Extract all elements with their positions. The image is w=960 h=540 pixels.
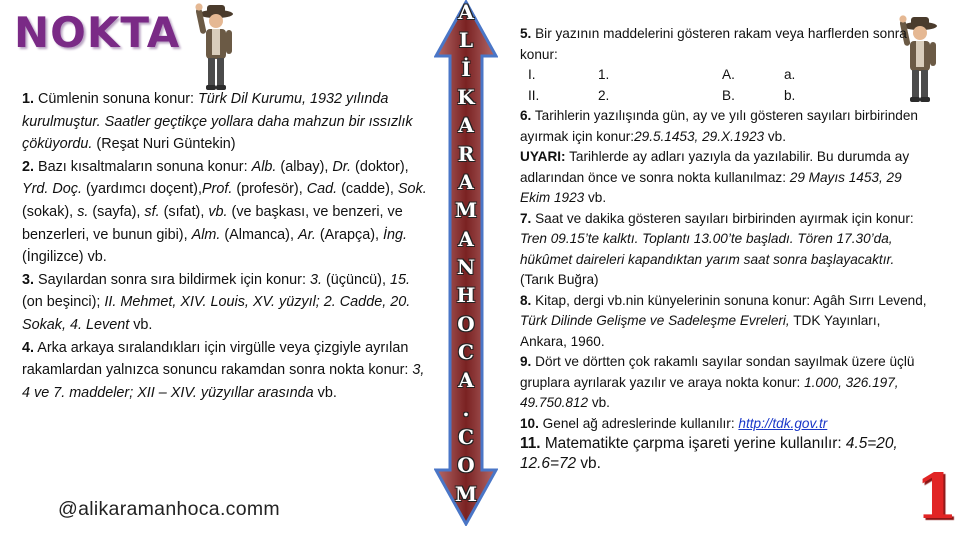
arrow-letter: İ [461,56,471,81]
abbreviation-meaning: (sıfat), [159,203,209,220]
rule-9: 9. Dört ve dörtten çok rakamlı sayılar sondan sayılmak üzere üçlü gruplara ayrılarak yazılır ve araya nokta konur: 1.000, 326.197, 49.750.812 vb. [520,354,915,410]
arrow-letter: O [457,311,475,336]
list-marker: B. [722,87,735,103]
right-column [520,24,930,474]
left-column [22,88,427,404]
abbreviation: Cad. [306,181,338,198]
abbreviation: Alb. [251,158,277,175]
arrow-letter: M [454,198,478,223]
rule-6: 6. Tarihlerin yazılışında gün, ay ve yılı gösteren sayıları birbirinden ayırmak için konur:29.5.1453, 29.X.1923 vb. [520,108,918,144]
list-marker: 2. [598,87,610,103]
arrow-letter: A [458,0,474,24]
abbreviation: s. [77,203,89,220]
abbreviation-meaning: (Arapça), [315,226,384,243]
abbreviation: Ar. [297,226,316,243]
abbreviation-meaning: (yardımcı doçent), [81,181,202,198]
arrow-letter: O [457,453,475,478]
arrow-letter: M [454,481,478,506]
list-marker: I. [528,67,536,82]
social-handle: @alikaramanhoca.comm [58,498,280,520]
arrow-letter: R [457,141,475,166]
page-title: NOKTA [14,8,181,57]
abbreviation-meaning: (doktor), [351,158,409,175]
rule-11: 11. Matematikte çarpma işareti yerine kullanılır: 4.5=20, 12.6=72 vb. [520,435,898,472]
arrow-letter: A [458,368,474,393]
abbreviation-meaning: (ve başkası, ve benzeri, ve benzerleri, ve bunun gibi), [22,203,403,243]
list-marker: A. [722,67,735,82]
arrow-letter: H [456,283,476,308]
abbreviation: vb. [208,203,228,220]
arrow-letter: A [458,170,474,194]
arrow-letter: N [456,255,476,279]
rule-5: 5. Bir yazının maddelerini gösteren rakam veya harflerden sonra konur: [520,26,907,62]
list-marker: b. [784,87,796,103]
abbreviation-meaning: (Almanca), [220,226,298,243]
rule-10: 10. Genel ağ adreslerinde kullanılır: http://tdk.gov.tr [520,415,828,431]
arrow-letter: A [458,113,474,138]
rule-8: 8. Kitap, dergi vb.nin künyelerinin sonuna konur: Agâh Sırrı Levend, Türk Dilinde Gelişme ve Sadeleşme Evreleri, TDK Yayınları, Ankara, 1960. [520,292,927,349]
arrow-letter: C [458,340,474,364]
rule-4: 4. Arka arkaya sıralandıkları için virgülle veya çizgiyle ayrılan rakamlardan yalnızca sonuncu rakamdan sonra nokta konur: 3, 4 ve 7. maddeler; XII – XIV. yüzyıllar arasında vb. [22,339,425,401]
list-marker: a. [784,67,796,82]
abbreviation: sf. [144,203,160,220]
abbreviation: Sok. [397,181,427,198]
abbreviation-meaning: (profesör), [232,181,307,198]
abbreviation: Alm. [191,226,221,243]
list-marker: II. [528,87,540,103]
abbreviation-meaning: (İngilizce) vb. [22,249,107,266]
rule-2: 2. Bazı kısaltmaların sonuna konur: Alb. (albay), Dr. (doktor), Yrd. Doç. (yardımcı doçent),Prof. (profesör), Cad. (cadde), Sok. (sokak), s. (sayfa), sf. (sıfat), vb. (ve başkası, ve benzeri, ve benzerleri, ve bunun gibi), Alm. (Almanca), Ar. (Arapça), İng. (İngilizce) vb. [22,158,427,266]
tdk-link[interactable]: http://tdk.gov.tr [738,415,828,431]
item-marker-list [520,65,930,106]
list-marker: 1. [598,67,610,82]
cowboy-figure-left [192,2,240,92]
abbreviation: Prof. [201,181,233,198]
page-number: 1 [915,460,959,533]
abbreviation: Dr. [332,158,352,175]
warning-note: UYARI: Tarihlerde ay adları yazıyla da yazılabilir. Bu durumda ay adlarından önce ve sonra nokta kullanılmaz: 29 Mayıs 1453, 29 Ekim 1923 vb. [520,149,910,205]
abbreviation: Yrd. Doç. [22,181,82,198]
arrow-letter: A [458,226,474,251]
abbreviation: İng. [383,226,408,243]
abbreviation-meaning: (albay), [276,158,333,175]
arrow-letter: C [458,425,474,449]
abbreviation-meaning: (sayfa), [88,203,145,220]
rule-7: 7. Saat ve dakika gösteren sayıları birbirinden ayırmak için konur: Tren 09.15’te kalktı. Toplantı 13.00’te başladı. Tören 17.30’da, hükûmet daireleri kapandıktan yarım saat sonra başlayacaktır. (Tarık Buğra) [520,210,914,287]
arrow-letter: . [462,396,470,421]
arrow-letter: L [458,28,474,53]
arrow-letter: K [457,85,475,109]
abbreviation-meaning: (sokak), [22,203,78,220]
rule-3: 3. Sayılardan sonra sıra bildirmek için konur: 3. (üçüncü), 15. (on beşinci); II. Mehmet, XIV. Louis, XV. yüzyıl; 2. Cadde, 20. Sokak, 4. Levent vb. [22,271,411,333]
abbreviation-meaning: (cadde), [337,181,398,198]
rule-1: 1. Cümlenin sonuna konur: Türk Dil Kurumu, 1932 yılında kurulmuştur. Saatler geçtikçe yollara daha mahzun bir ıssızlık çöküyordu. (Reşat Nuri Güntekin) [22,91,413,153]
arrow-vertical-text [444,0,488,526]
